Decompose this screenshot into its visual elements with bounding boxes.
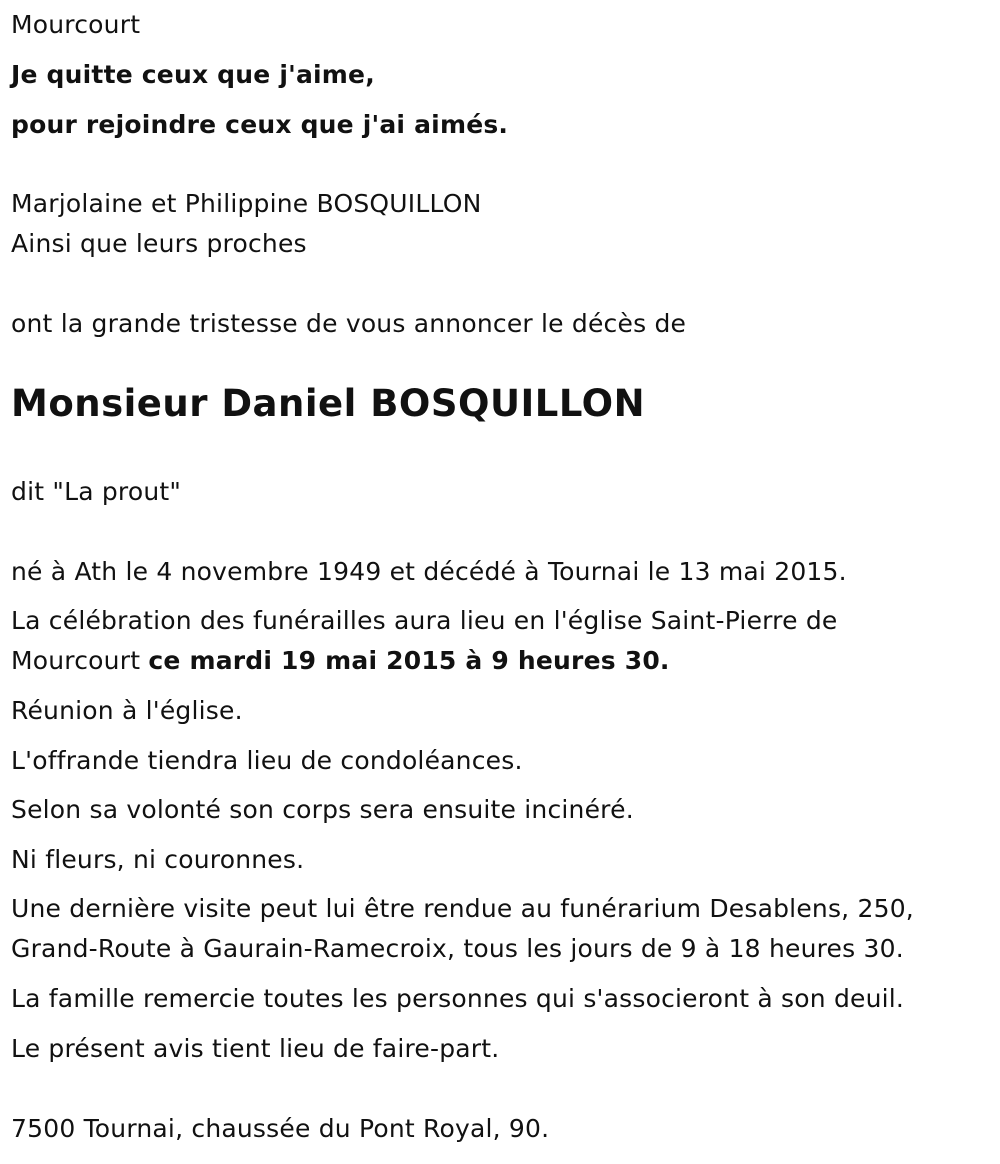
visit-line-2: Grand-Route à Gaurain-Ramecroix, tous les jours de 9 à 18 heures 30. <box>11 934 904 963</box>
meeting-text: Réunion à l'église. <box>11 696 243 725</box>
location-heading: Mourcourt <box>11 10 141 39</box>
ceremony-date: ce mardi 19 mai 2015 à 9 heures 30. <box>148 646 670 675</box>
deceased-nickname: dit "La prout" <box>11 477 182 506</box>
faire-part-text: Le présent avis tient lieu de faire-part. <box>11 1034 500 1063</box>
family-names: Marjolaine et Philippine BOSQUILLON <box>11 189 482 218</box>
deceased-name: Monsieur Daniel BOSQUILLON <box>11 382 646 425</box>
quote-line-1: Je quitte ceux que j'aime, <box>11 60 375 89</box>
visit-line-1: Une dernière visite peut lui être rendue au funérarium Desablens, 250, <box>11 894 914 923</box>
ceremony-line-1: La célébration des funérailles aura lieu en l'église Saint-Pierre de <box>11 606 838 635</box>
offering-text: L'offrande tiendra lieu de condoléances. <box>11 746 523 775</box>
quote-line-2: pour rejoindre ceux que j'ai aimés. <box>11 110 509 139</box>
birth-death-dates: né à Ath le 4 novembre 1949 et décédé à Tournai le 13 mai 2015. <box>11 557 847 586</box>
family-relatives: Ainsi que leurs proches <box>11 229 307 258</box>
ceremony-line-2 <box>11 641 670 681</box>
flowers-text: Ni fleurs, ni couronnes. <box>11 845 305 874</box>
announcement-text: ont la grande tristesse de vous annoncer le décès de <box>11 309 687 338</box>
thanks-text: La famille remercie toutes les personnes qui s'associeront à son deuil. <box>11 984 905 1013</box>
cremation-text: Selon sa volonté son corps sera ensuite incinéré. <box>11 795 634 824</box>
ceremony-place: Mourcourt <box>11 646 149 675</box>
funeral-home-address: 7500 Tournai, chaussée du Pont Royal, 90. <box>11 1114 550 1143</box>
